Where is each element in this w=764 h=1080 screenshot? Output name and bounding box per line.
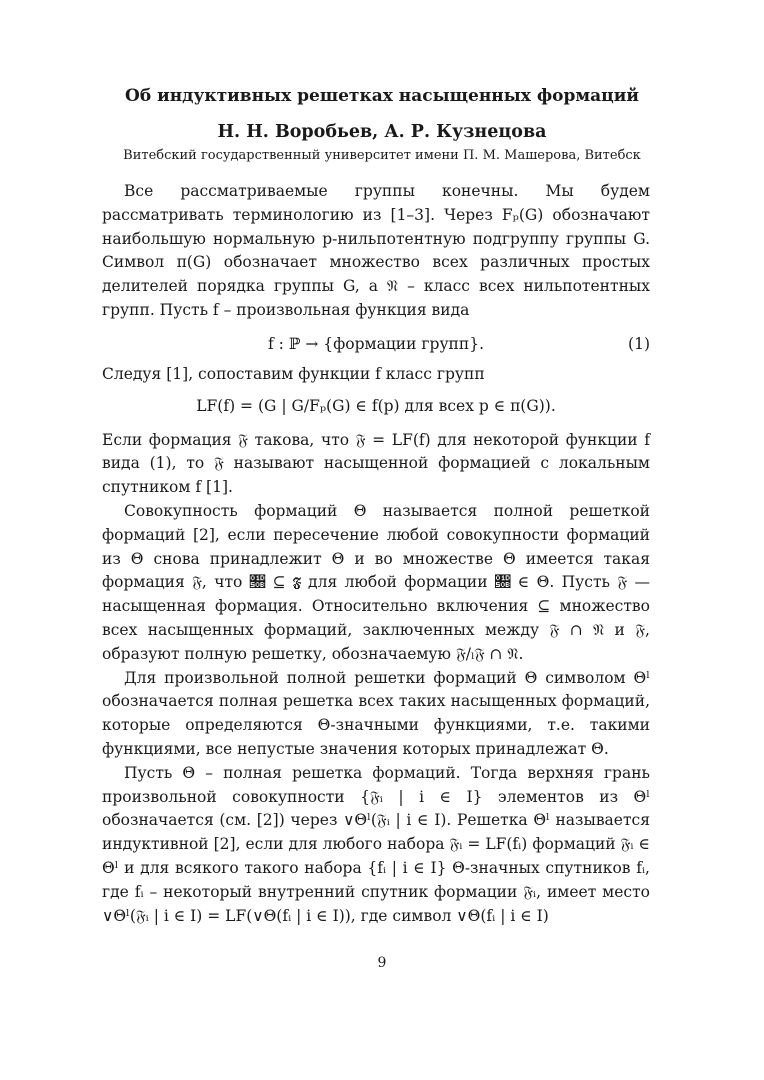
equation-1-number: (1) [628,334,650,353]
equation-1 [102,333,650,361]
page-number: 9 [377,955,387,971]
paragraph-complete-lattice: Совокупность формаций Θ называется полной решеткой формаций [2], если пересечение любой совокупности формаций из Θ снова принадлежит Θ и во множестве Θ имеется такая формация 𝔉, что 𝔋 ⊆ 𝔉 для любой формации 𝔋 ∈ Θ. Пусть 𝔉 — насыщенная формация. Относительно включения ⊆ множество всех насыщенных формаций, заключенных между 𝔉 ∩ 𝔑 и 𝔉, образуют полную решетку, обозначаемую 𝔉/ₗ𝔉 ∩ 𝔑. [102,501,650,663]
paragraph-intro: Все рассматриваемые группы конечны. Мы будем рассматривать терминологию из [1–3]. Через Fₚ(G) обозначают наибольшую нормальную p-нильпотентную подгруппу группы G. Символ π(G) обозначает множество всех различных простых делителей порядка группы G, а 𝔑 – класс всех нильпотентных групп. Пусть f – произвольная функция вида [102,182,650,319]
equation-1-formula: f : ℙ → {формации групп}. [267,334,485,353]
paragraph-theta-l: Для произвольной полной решетки формаций Θ символом Θˡ обозначается полная решетка всех таких насыщенных формаций, которые определяются Θ-значными функциями, т.е. такими функциями, все непустые значения которых принадлежат Θ. [102,668,650,758]
paragraph-inductive: Пусть Θ – полная решетка формаций. Тогда верхняя грань произвольной совокупности {𝔉ᵢ | i ∈ I} элементов из Θˡ обозначается (см. [2]) через ∨Θˡ(𝔉ᵢ | i ∈ I). Решетка Θˡ называется индуктивной [2], если для любого набора 𝔉ᵢ = LF(fᵢ) формаций 𝔉ᵢ ∈ Θˡ и для всякого такого набора {fᵢ | i ∈ I} Θ-значных спутников fᵢ, где fᵢ – некоторый внутренний спутник формации 𝔉ᵢ, имеет место ∨Θˡ(𝔉ᵢ | i ∈ I) = LF(∨Θ(fᵢ | i ∈ I)), где символ ∨Θ(fᵢ | i ∈ I) [102,763,650,925]
paragraph-saturated-formation: Если формация 𝔉 такова, что 𝔉 = LF(f) для некоторой функции f вида (1), то 𝔉 называют насыщенной формацией с локальным спутником f [1]. [102,430,650,497]
paragraph-following: Следуя [1], сопоставим функции f класс групп [102,364,485,383]
author-affiliation: Витебский государственный университет имени П. М. Машерова, Витебск [123,148,641,163]
paper-body [102,180,650,928]
paper-authors: Н. Н. Воробьев, А. Р. Кузнецова [217,122,547,142]
equation-2: LF(f) = (G | G/Fₚ(G) ∈ f(p) для всех p ∈ π(G)). [196,396,556,415]
paper-title: Об индуктивных решетках насыщенных формаций [125,86,639,106]
